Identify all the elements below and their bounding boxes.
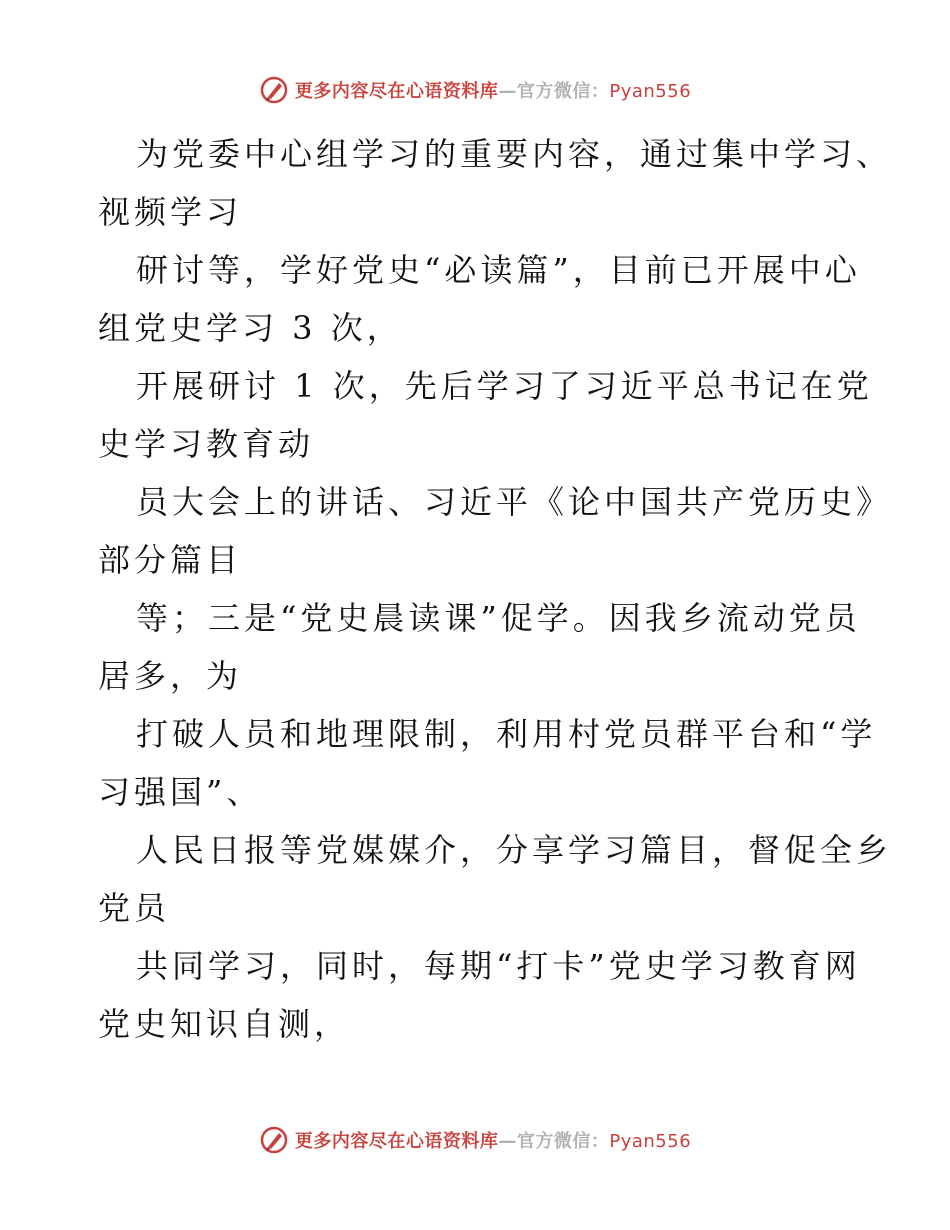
body-line: 打破人员和地理限制，利用村党员群平台和“学	[136, 715, 877, 753]
watermark-wechat-id: Pyan556	[609, 81, 692, 102]
watermark-dash: —	[498, 81, 517, 102]
body-line: 组党史学习 3 次，	[98, 309, 403, 347]
body-line: 研讨等，学好党史“必读篇”，目前已开展中心	[136, 251, 861, 289]
body-line: 为党委中心组学习的重要内容，通过集中学习、	[136, 135, 893, 173]
body-line: 视频学习	[98, 193, 243, 231]
header-watermark	[0, 70, 950, 110]
pen-logo-icon	[259, 75, 289, 105]
body-line: 居多，为	[98, 657, 243, 695]
watermark-official: 官方微信：	[516, 81, 610, 102]
watermark-text	[295, 1127, 691, 1153]
watermark-site: 更多内容尽在心语资料库	[294, 81, 499, 102]
body-line: 开展研讨 1 次，先后学习了习近平总书记在党	[136, 367, 873, 405]
body-line: 党史知识自测，	[98, 1005, 351, 1043]
watermark-wechat-id: Pyan556	[609, 1131, 692, 1152]
body-line: 习强国”、	[98, 773, 263, 811]
watermark-site: 更多内容尽在心语资料库	[294, 1131, 499, 1152]
body-line: 党员	[98, 889, 171, 927]
footer-watermark	[0, 1120, 950, 1160]
document-body	[98, 125, 893, 1053]
watermark-dash: —	[498, 1131, 517, 1152]
pen-logo-icon	[259, 1125, 289, 1155]
watermark-official: 官方微信：	[516, 1131, 610, 1152]
body-line: 史学习教育动	[98, 425, 315, 463]
body-line: 等；三是“党史晨读课”促学。因我乡流动党员	[136, 599, 861, 637]
body-line: 部分篇目	[98, 541, 243, 579]
body-line: 人民日报等党媒媒介，分享学习篇目，督促全乡	[136, 831, 893, 869]
body-line: 共同学习，同时，每期“打卡”党史学习教育网	[136, 947, 861, 985]
body-line: 员大会上的讲话、习近平《论中国共产党历史》	[136, 483, 893, 521]
watermark-text	[295, 77, 691, 103]
